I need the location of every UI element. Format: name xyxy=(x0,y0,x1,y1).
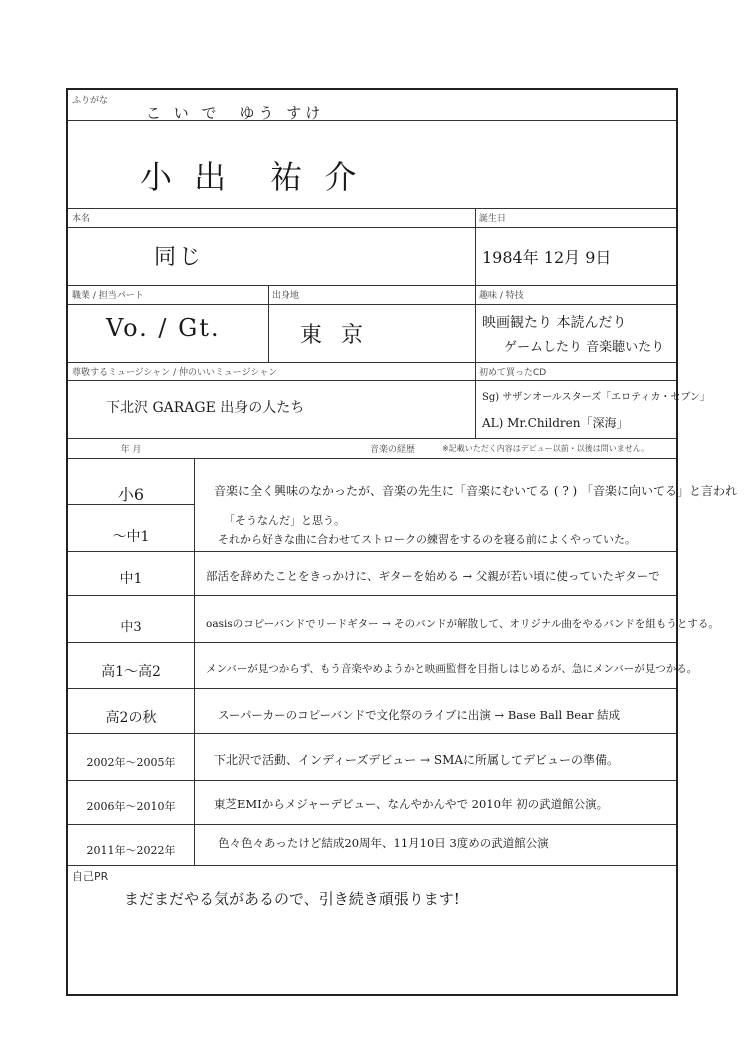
divider xyxy=(68,688,676,689)
career-event: 東芝EMIからメジャーデビュー、なんやかんやで 2010年 初の武道館公演。 xyxy=(214,797,609,811)
divider xyxy=(68,733,676,734)
divider xyxy=(68,642,676,643)
occupation-value: Vo. / Gt. xyxy=(106,314,221,342)
divider xyxy=(68,551,676,552)
hobbies-line1: 映画観たり 本読んだり xyxy=(482,315,627,331)
career-event: 下北沢で活動、インディーズデビュー → SMAに所属してデビューの準備。 xyxy=(214,753,620,767)
furigana-value: こ い で ゆう すけ xyxy=(146,104,325,122)
hometown-label: 出身地 xyxy=(272,291,300,301)
career-event: oasisのコピーバンドでリードギター → そのバンドが解散して、オリジナル曲をやるバンドを組もうとする。 xyxy=(206,618,719,630)
career-event: 部活を辞めたことをきっかけに、ギターを始める → 父親が若い頃に使っていたギターで xyxy=(206,569,660,583)
birthday-label: 誕生日 xyxy=(479,214,507,224)
career-event: スーパーカーのコピーバンドで文化祭のライブに出演 → Base Ball Bear 結成 xyxy=(218,708,621,722)
name-value: 小 出 祐 介 xyxy=(140,158,363,196)
first-cd-album: AL) Mr.Children「深海」 xyxy=(482,416,629,430)
divider xyxy=(68,380,676,381)
musicians-label: 尊敬するミュージシャン / 仲のいいミュージシャン xyxy=(72,368,278,378)
career-period: 小6 xyxy=(117,485,145,504)
real-name-label: 本名 xyxy=(72,214,91,224)
career-event: それから好きな曲に合わせてストロークの練習をするのを寝る前によくやっていた。 xyxy=(218,533,636,546)
year-month-header: 年 月 xyxy=(120,445,142,455)
career-event: 音楽に全く興味のなかったが、音楽の先生に「音楽にむいてる ( ? ) 「音楽に向いてる」と言われ xyxy=(214,484,738,498)
divider xyxy=(68,865,676,866)
divider xyxy=(68,362,676,363)
hobbies-label: 趣味 / 特技 xyxy=(479,291,524,301)
divider xyxy=(68,208,676,209)
career-period: 2011年〜2022年 xyxy=(86,844,176,857)
hobbies-line2: ゲームしたり 音楽聴いたり xyxy=(504,340,665,355)
occupation-label: 職業 / 担当パート xyxy=(72,291,144,301)
birthday-value: 1984年 12月 9日 xyxy=(482,248,612,267)
divider xyxy=(68,285,676,286)
self-pr-value: まだまだやる気があるので、引き続き頑張ります! xyxy=(124,890,460,908)
career-period: 高1〜高2 xyxy=(101,664,161,680)
career-period: 中1 xyxy=(119,571,143,587)
divider xyxy=(68,438,676,439)
self-pr-label: 自己PR xyxy=(72,870,109,883)
furigana-label: ふりがな xyxy=(72,96,109,106)
divider xyxy=(268,285,269,362)
career-event: 「そうなんだ」と思う。 xyxy=(224,514,345,527)
career-event: メンバーが見つからず、もう音楽やめようかと映画監督を目指しはじめるが、急にメンバーが見つかる。 xyxy=(206,663,698,675)
hometown-value: 東 京 xyxy=(300,323,369,348)
career-note: ※記載いただく内容はデビュー以前・以後は問いません。 xyxy=(442,444,650,453)
career-event: 色々色々あったけど結成20周年、11月10日 3度めの武道館公演 xyxy=(218,836,549,850)
divider xyxy=(68,304,676,305)
divider xyxy=(68,458,676,459)
divider xyxy=(475,208,476,438)
career-period: 中3 xyxy=(120,620,142,635)
real-name-value: 同じ xyxy=(154,245,205,270)
career-header: 音楽の経歴 xyxy=(370,445,416,455)
divider xyxy=(68,780,676,781)
career-period: 2006年〜2010年 xyxy=(86,800,176,813)
divider xyxy=(68,824,676,825)
career-period: 高2の秋 xyxy=(105,710,157,726)
career-period: 2002年〜2005年 xyxy=(86,756,176,769)
career-period: 〜中1 xyxy=(112,529,150,545)
divider xyxy=(68,595,676,596)
first-cd-label: 初めて買ったCD xyxy=(479,368,547,378)
first-cd-single: Sg) サザンオールスターズ「エロティカ・セブン」 xyxy=(482,392,710,403)
profile-sheet xyxy=(66,88,738,996)
divider xyxy=(68,227,676,228)
musicians-value: 下北沢 GARAGE 出身の人たち xyxy=(106,400,305,416)
divider xyxy=(194,458,195,865)
